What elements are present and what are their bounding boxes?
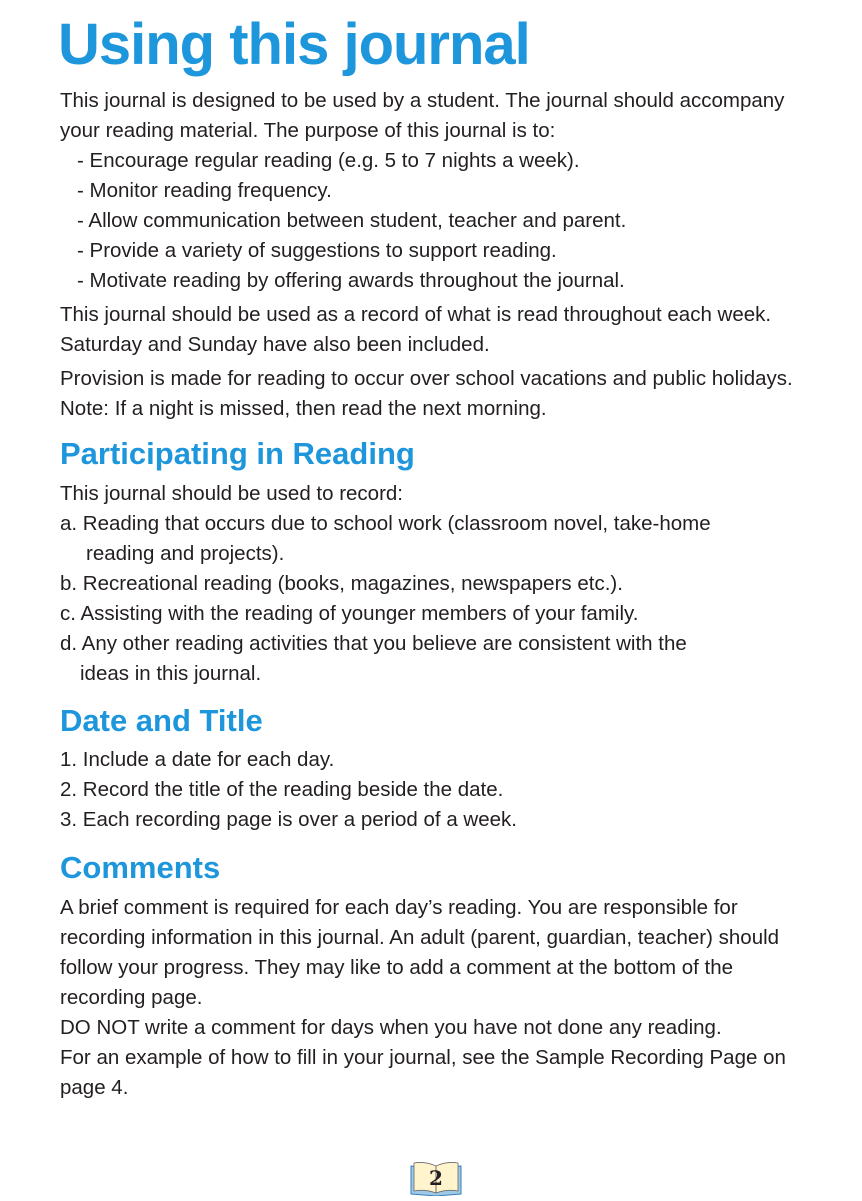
participating-lead: This journal should be used to record: — [60, 482, 404, 505]
participating-item-continuation: ideas in this journal. — [80, 662, 262, 685]
participating-item-continuation: reading and projects). — [86, 542, 285, 565]
intro-line: your reading material. The purpose of this journal is to: — [60, 119, 556, 142]
intro-line: This journal is designed to be used by a student. The journal should accompany — [60, 89, 785, 112]
comments-heading: Comments — [60, 850, 221, 885]
participating-item: a. Reading that occurs due to school work (classroom novel, take-home — [60, 512, 711, 535]
participating-item: d. Any other reading activities that you believe are consistent with the — [60, 632, 687, 655]
purpose-bullet: - Provide a variety of suggestions to support reading. — [77, 239, 557, 262]
date-title-item: 3. Each recording page is over a period of a week. — [60, 808, 517, 831]
date-title-item: 2. Record the title of the reading beside the date. — [60, 778, 504, 801]
date-title-heading: Date and Title — [60, 703, 263, 738]
purpose-bullet: - Monitor reading frequency. — [77, 179, 332, 202]
comments-line: recording page. — [60, 986, 203, 1009]
participating-item: b. Recreational reading (books, magazines, newspapers etc.). — [60, 572, 623, 595]
page-number: 2 — [429, 1166, 443, 1190]
intro-line: This journal should be used as a record of what is read throughout each week. — [60, 303, 772, 326]
participating-section — [60, 479, 822, 689]
comments-line: A brief comment is required for each day’s reading. You are responsible for — [60, 896, 738, 919]
purpose-bullet: - Motivate reading by offering awards throughout the journal. — [77, 269, 625, 292]
participating-item: c. Assisting with the reading of younger members of your family. — [60, 602, 639, 625]
page-title: Using this journal — [58, 12, 530, 77]
intro-line: Note: If a night is missed, then read the next morning. — [60, 397, 547, 420]
date-title-section — [60, 745, 822, 835]
date-title-item: 1. Include a date for each day. — [60, 748, 335, 771]
page-number-badge — [409, 1160, 463, 1196]
comments-line: page 4. — [60, 1076, 129, 1099]
intro-line: Provision is made for reading to occur over school vacations and public holidays. — [60, 367, 793, 390]
comments-line: follow your progress. They may like to add a comment at the bottom of the — [60, 956, 734, 979]
participating-heading: Participating in Reading — [60, 436, 415, 471]
purpose-bullet: - Allow communication between student, teacher and parent. — [77, 209, 627, 232]
comments-line: For an example of how to fill in your journal, see the Sample Recording Page on — [60, 1046, 786, 1069]
intro-section — [60, 86, 822, 424]
purpose-bullet: - Encourage regular reading (e.g. 5 to 7 nights a week). — [77, 149, 580, 172]
comments-line: recording information in this journal. An adult (parent, guardian, teacher) should — [60, 926, 780, 949]
comments-section — [60, 893, 822, 1103]
comments-line: DO NOT write a comment for days when you have not done any reading. — [60, 1016, 722, 1039]
intro-line: Saturday and Sunday have also been included. — [60, 333, 490, 356]
